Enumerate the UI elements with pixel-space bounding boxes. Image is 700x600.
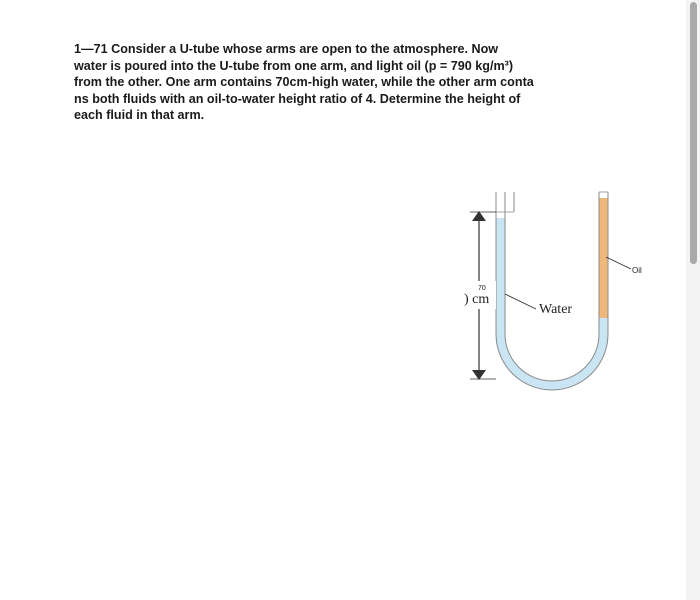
problem-line-1: 1—71 Consider a U-tube whose arms are open to the atmosphere. Now xyxy=(74,42,499,56)
oil-fill xyxy=(599,198,608,318)
water-label: Water xyxy=(539,302,573,317)
problem-line-2: water is poured into the U-tube from one arm, and light oil (p = 790 kg/m³) xyxy=(74,58,514,73)
scrollbar[interactable] xyxy=(686,0,700,600)
water-leader-line xyxy=(505,294,536,309)
problem-line-5: each fluid in that arm. xyxy=(74,108,205,122)
arrow-bottom-head xyxy=(472,370,486,380)
problem-line-3: from the other. One arm contains 70cm-high water, while the other arm conta xyxy=(74,75,534,89)
arrow-top-head xyxy=(472,211,486,221)
tube-inner-wall xyxy=(505,192,599,381)
oil-leader-line xyxy=(606,257,631,269)
oil-label: Oil xyxy=(632,266,642,275)
problem-line-4: ns both fluids with an oil-to-water height ratio of 4. Determine the height of xyxy=(74,91,521,106)
scrollbar-thumb[interactable] xyxy=(690,2,697,264)
height-unit: ) cm xyxy=(464,292,490,307)
height-value: 70 xyxy=(478,285,486,292)
